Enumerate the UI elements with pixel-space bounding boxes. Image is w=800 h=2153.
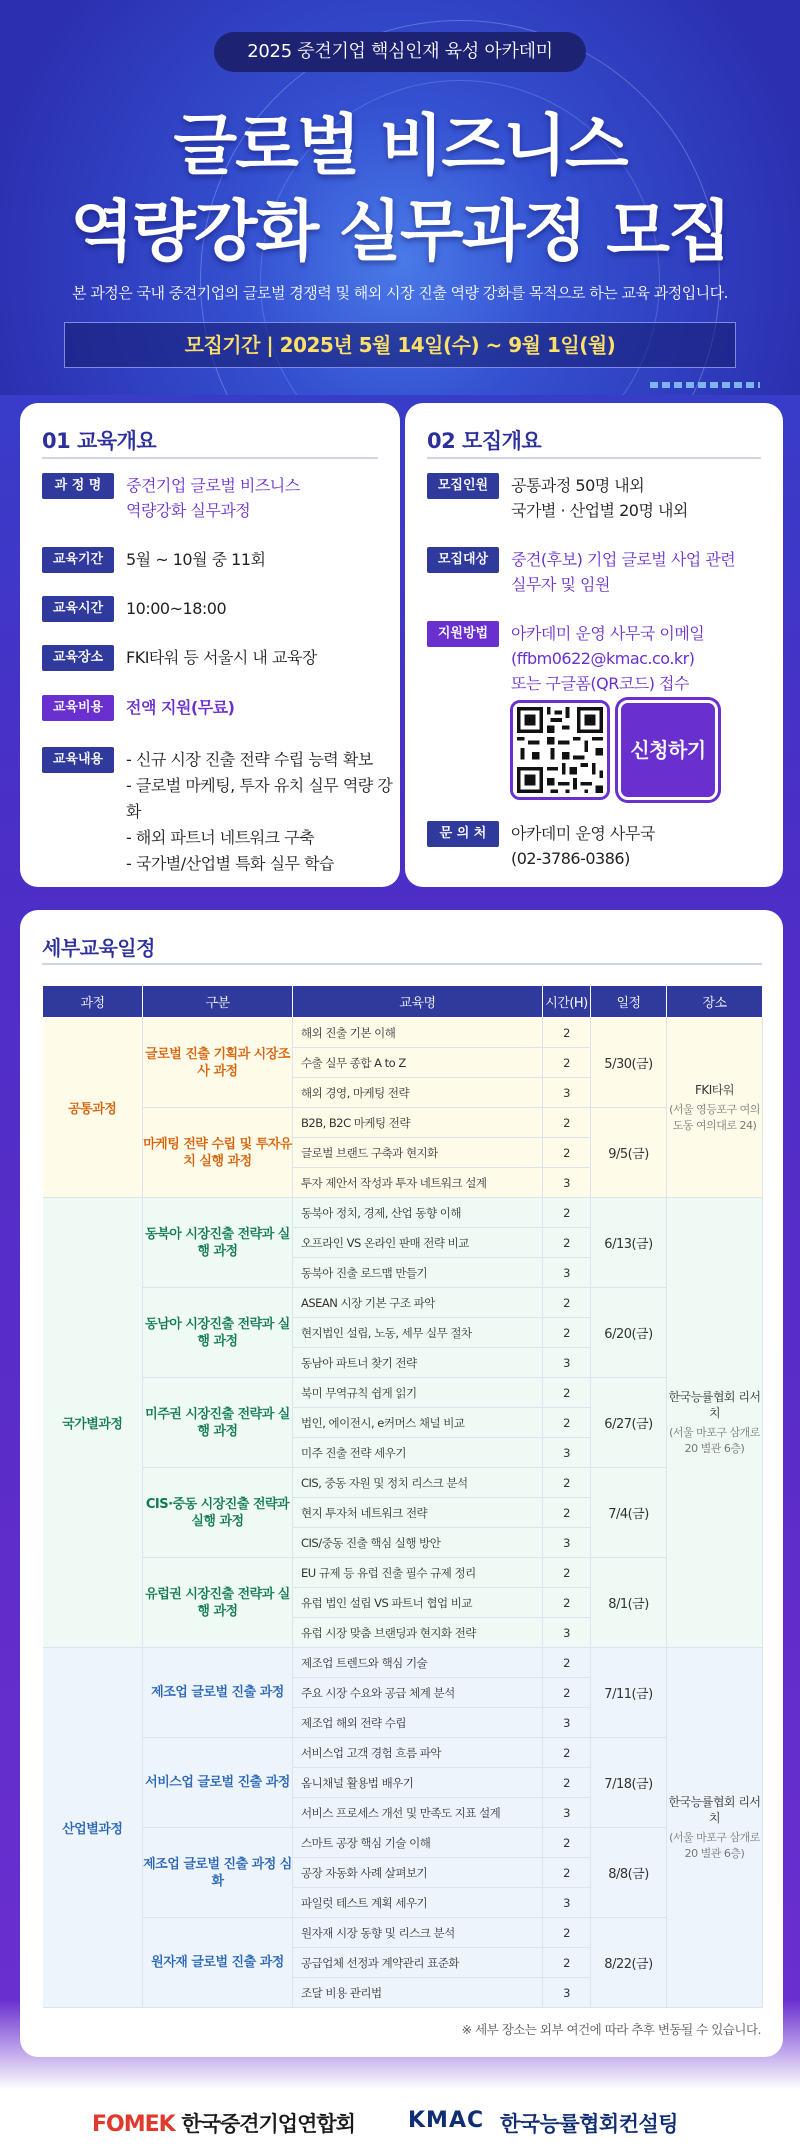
header-cell: 구분 (143, 986, 293, 1018)
overview-row-cost (42, 695, 234, 721)
hero-description: 본 과정은 국내 중견기업의 글로벌 경쟁력 및 해외 시장 진출 역량 강화를 목적으로 하는 교육 과정입니다. (72, 284, 728, 302)
hours-cell: 3 (543, 1438, 591, 1468)
schedule-divider (42, 963, 762, 965)
recruit-label: 모집대상 (427, 547, 499, 573)
value-line: 역량강화 실무과정 (126, 501, 251, 520)
hours-cell: 3 (543, 1078, 591, 1108)
value-line: 중견기업 글로벌 비즈니스 (126, 476, 300, 495)
hero-section (0, 0, 800, 395)
education-overview-card (20, 403, 400, 887)
dots-decoration (650, 382, 760, 388)
place-detail: (서울 영등포구 여의도동 여의대로 24) (669, 1102, 760, 1132)
date-cell: 8/1(금) (591, 1558, 667, 1648)
date-cell: 6/20(금) (591, 1288, 667, 1378)
module-cell: 유럽권 시장진출 전략과 실행 과정 (143, 1558, 293, 1648)
table-row (43, 1378, 763, 1408)
header-cell: 일정 (591, 986, 667, 1018)
value-line: 공통과정 50명 내외 (511, 476, 645, 495)
schedule-header-row (43, 986, 763, 1018)
hours-cell: 3 (543, 1528, 591, 1558)
hours-cell: 2 (543, 1858, 591, 1888)
overview-label: 교육시간 (42, 596, 114, 622)
hours-cell: 2 (543, 1378, 591, 1408)
subject-cell: 유럽 시장 맞춤 브랜딩과 현지화 전략 (293, 1618, 543, 1648)
module-cell: 원자재 글로벌 진출 과정 (143, 1918, 293, 2008)
subject-cell: 해외 진출 기본 이해 (293, 1018, 543, 1048)
place-cell (667, 1648, 763, 2008)
value-line: 아카데미 운영 사무국 (511, 824, 655, 843)
hours-cell: 2 (543, 1228, 591, 1258)
table-row (43, 1828, 763, 1858)
academy-pill: 2025 중견기업 핵심인재 육성 아카데미 (214, 32, 586, 72)
subject-cell: 동북아 진출 로드맵 만들기 (293, 1258, 543, 1288)
hours-cell: 2 (543, 1648, 591, 1678)
hours-cell: 3 (543, 1798, 591, 1828)
module-cell: CIS·중동 시장진출 전략과 실행 과정 (143, 1468, 293, 1558)
module-cell: 제조업 글로벌 진출 과정 심화 (143, 1828, 293, 1918)
date-cell: 5/30(금) (591, 1018, 667, 1108)
recruit-row-target (427, 547, 735, 597)
recruit-value (511, 821, 655, 871)
place-name: 한국능률협회 리서치 (668, 1389, 761, 1420)
date-cell: 7/11(금) (591, 1648, 667, 1738)
value-line: - 글로벌 마케팅, 투자 유치 실무 역량 강화 (126, 776, 393, 821)
subject-cell: 공장 자동화 사례 살펴보기 (293, 1858, 543, 1888)
hours-cell: 2 (543, 1768, 591, 1798)
subject-cell: CIS/중동 진출 핵심 실행 방안 (293, 1528, 543, 1558)
subject-cell: 현지 투자처 네트워크 전략 (293, 1498, 543, 1528)
module-cell: 서비스업 글로벌 진출 과정 (143, 1738, 293, 1828)
date-cell: 8/8(금) (591, 1828, 667, 1918)
hours-cell: 2 (543, 1948, 591, 1978)
hours-cell: 2 (543, 1018, 591, 1048)
category-cell: 공통과정 (43, 1018, 143, 1198)
place-detail: (서울 마포구 삼개로 20 별관 6층) (669, 1830, 760, 1860)
qr-code-icon (513, 703, 607, 797)
fomek-logo-text: FOMEK (92, 2112, 175, 2137)
overview-value (126, 747, 400, 877)
subject-cell: 파일럿 테스트 계획 세우기 (293, 1888, 543, 1918)
subject-cell: 미주 진출 전략 세우기 (293, 1438, 543, 1468)
recruit-overview-card (405, 403, 783, 887)
value-line: 아카데미 운영 사무국 이메일 (511, 624, 705, 643)
schedule-body (43, 1018, 763, 2008)
subject-cell: 동북아 정치, 경제, 산업 동향 이해 (293, 1198, 543, 1228)
table-row (43, 1918, 763, 1948)
subject-cell: 스마트 공장 핵심 기술 이해 (293, 1828, 543, 1858)
table-row (43, 1558, 763, 1588)
overview-label: 교육장소 (42, 645, 114, 671)
hours-cell: 2 (543, 1918, 591, 1948)
subject-cell: 글로벌 브랜드 구축과 현지화 (293, 1138, 543, 1168)
overview-value: 5월 ~ 10월 중 11회 (126, 550, 266, 569)
overview-title: 01 교육개요 (42, 429, 157, 453)
subject-cell: 법인, 에이전시, e커머스 채널 비교 (293, 1408, 543, 1438)
table-row (43, 1288, 763, 1318)
subject-cell: 투자 제안서 작성과 투자 네트워크 설계 (293, 1168, 543, 1198)
kmac-name: 한국능률협회컨설팅 (500, 2112, 679, 2136)
schedule-card (20, 910, 783, 2057)
subject-cell: ASEAN 시장 기본 구조 파악 (293, 1288, 543, 1318)
hours-cell: 2 (543, 1288, 591, 1318)
hours-cell: 2 (543, 1828, 591, 1858)
recruit-label: 모집인원 (427, 473, 499, 499)
value-line: 국가별 · 산업별 20명 내외 (511, 501, 688, 520)
schedule-note: ※ 세부 장소는 외부 여건에 따라 추후 변동될 수 있습니다. (461, 2022, 761, 2037)
header-cell: 시간(H) (543, 986, 591, 1018)
recruit-row-method (427, 621, 704, 696)
subject-cell: 오프라인 VS 온라인 판매 전략 비교 (293, 1228, 543, 1258)
kmac-logo: KMAC (408, 2108, 485, 2133)
recruit-title: 02 모집개요 (427, 429, 542, 453)
recruit-value (511, 621, 704, 696)
hours-cell: 2 (543, 1198, 591, 1228)
subject-cell: 원자재 시장 동향 및 리스크 분석 (293, 1918, 543, 1948)
overview-row-course (42, 473, 300, 523)
value-line: - 신규 시장 진출 전략 수립 능력 확보 (126, 750, 373, 769)
schedule-table (42, 985, 763, 2008)
recruit-value (511, 547, 735, 597)
hours-cell: 2 (543, 1408, 591, 1438)
subject-cell: 서비스 프로세스 개선 및 만족도 지표 설계 (293, 1798, 543, 1828)
overview-label: 교육기간 (42, 547, 114, 573)
place-name: 한국능률협회 리서치 (668, 1794, 761, 1825)
hours-cell: 2 (543, 1138, 591, 1168)
phone-number[interactable]: (02-3786-0386) (511, 849, 630, 868)
recruit-row-contact (427, 821, 655, 871)
hours-cell: 2 (543, 1498, 591, 1528)
module-cell: 글로벌 진출 기획과 시장조사 과정 (143, 1018, 293, 1108)
module-cell: 동남아 시장진출 전략과 실행 과정 (143, 1288, 293, 1378)
place-detail: (서울 마포구 삼개로 20 별관 6층) (669, 1425, 760, 1455)
hours-cell: 2 (543, 1048, 591, 1078)
overview-label: 과 정 명 (42, 473, 114, 499)
overview-row-time (42, 596, 226, 622)
subject-cell: 현지법인 설립, 노동, 세무 실무 절차 (293, 1318, 543, 1348)
subject-cell: CIS, 중동 자원 및 정치 리스크 분석 (293, 1468, 543, 1498)
recruit-period: 모집기간 | 2025년 5월 14일(수) ~ 9월 1일(월) (64, 322, 736, 368)
hours-cell: 3 (543, 1708, 591, 1738)
module-cell: 동북아 시장진출 전략과 실행 과정 (143, 1198, 293, 1288)
recruit-label: 문 의 처 (427, 821, 499, 847)
hours-cell: 2 (543, 1468, 591, 1498)
subject-cell: 수출 실무 종합 A to Z (293, 1048, 543, 1078)
place-cell (667, 1198, 763, 1648)
subject-cell: 해외 경영, 마케팅 전략 (293, 1078, 543, 1108)
overview-row-period (42, 547, 265, 573)
subject-cell: 공급업체 선정과 계약관리 표준화 (293, 1948, 543, 1978)
subject-cell: 제조업 해외 전략 수립 (293, 1708, 543, 1738)
subject-cell: 주요 시장 수요와 공급 체계 분석 (293, 1678, 543, 1708)
module-cell: 미주권 시장진출 전략과 실행 과정 (143, 1378, 293, 1468)
hours-cell: 2 (543, 1108, 591, 1138)
hours-cell: 3 (543, 1618, 591, 1648)
header-cell: 장소 (667, 986, 763, 1018)
hours-cell: 2 (543, 1588, 591, 1618)
value-line: - 국가별/산업별 특화 실무 학습 (126, 854, 334, 873)
overview-value: 전액 지원(무료) (126, 698, 235, 717)
hours-cell: 3 (543, 1168, 591, 1198)
recruit-label: 지원방법 (427, 621, 499, 647)
module-cell: 마케팅 전략 수립 및 투자유치 실행 과정 (143, 1108, 293, 1198)
value-line: - 해외 파트너 네트워크 구축 (126, 828, 315, 847)
schedule-title: 세부교육일정 (42, 936, 155, 960)
place-cell (667, 1018, 763, 1198)
overview-value (126, 473, 300, 523)
fomek-name: 한국중견기업연합회 (181, 2112, 355, 2136)
date-cell: 8/22(금) (591, 1918, 667, 2008)
module-cell: 제조업 글로벌 진출 과정 (143, 1648, 293, 1738)
overview-divider (42, 457, 378, 459)
hours-cell: 3 (543, 1978, 591, 2008)
category-cell: 국가별과정 (43, 1198, 143, 1648)
subject-cell: B2B, B2C 마케팅 전략 (293, 1108, 543, 1138)
hours-cell: 2 (543, 1738, 591, 1768)
subject-cell: EU 규제 등 유럽 진출 필수 규제 정리 (293, 1558, 543, 1588)
recruit-value (511, 473, 688, 523)
subject-cell: 유럽 법인 설립 VS 파트너 협업 비교 (293, 1588, 543, 1618)
date-cell: 7/4(금) (591, 1468, 667, 1558)
subject-cell: 서비스업 고객 경험 흐름 파악 (293, 1738, 543, 1768)
overview-row-place (42, 645, 317, 671)
overview-label: 교육비용 (42, 695, 114, 721)
overview-label: 교육내용 (42, 747, 114, 773)
subject-cell: 동남아 파트너 찾기 전략 (293, 1348, 543, 1378)
email-link[interactable]: (ffbm0622@kmac.co.kr) (511, 649, 695, 668)
value-line: 또는 구글폼(QR코드) 접수 (511, 674, 689, 693)
qr-code-image[interactable] (510, 700, 610, 800)
hours-cell: 2 (543, 1678, 591, 1708)
hours-cell: 3 (543, 1258, 591, 1288)
fomek-logo (92, 2108, 355, 2138)
value-line: 중견(후보) 기업 글로벌 사업 관련 (511, 550, 736, 569)
subject-cell: 제조업 트렌드와 핵심 기술 (293, 1648, 543, 1678)
recruit-divider (427, 457, 761, 459)
value-line: 실무자 및 임원 (511, 575, 610, 594)
footer (0, 2090, 800, 2153)
recruit-row-count (427, 473, 688, 523)
table-row (43, 1738, 763, 1768)
hours-cell: 2 (543, 1558, 591, 1588)
hours-cell: 2 (543, 1318, 591, 1348)
hours-cell: 3 (543, 1888, 591, 1918)
date-cell: 6/27(금) (591, 1378, 667, 1468)
apply-button[interactable]: 신청하기 (618, 700, 718, 800)
place-name: FKI타워 (695, 1082, 734, 1097)
subject-cell: 옴니채널 활용법 배우기 (293, 1768, 543, 1798)
overview-value: FKI타워 등 서울시 내 교육장 (126, 648, 317, 667)
subject-cell: 조달 비용 관리법 (293, 1978, 543, 2008)
table-row (43, 1108, 763, 1138)
date-cell: 7/18(금) (591, 1738, 667, 1828)
subject-cell: 북미 무역규칙 쉽게 읽기 (293, 1378, 543, 1408)
hours-cell: 3 (543, 1348, 591, 1378)
hero-title-line1: 글로벌 비즈니스 (173, 107, 627, 184)
overview-row-content (42, 747, 400, 877)
header-cell: 과정 (43, 986, 143, 1018)
overview-value: 10:00~18:00 (126, 599, 227, 618)
hero-title-line2: 역량강화 실무과정 모집 (70, 193, 730, 270)
table-row (43, 1018, 763, 1048)
date-cell: 9/5(금) (591, 1108, 667, 1198)
table-row (43, 1468, 763, 1498)
category-cell: 산업별과정 (43, 1648, 143, 2008)
table-row (43, 1198, 763, 1228)
header-cell: 교육명 (293, 986, 543, 1018)
date-cell: 6/13(금) (591, 1198, 667, 1288)
table-row (43, 1648, 763, 1678)
